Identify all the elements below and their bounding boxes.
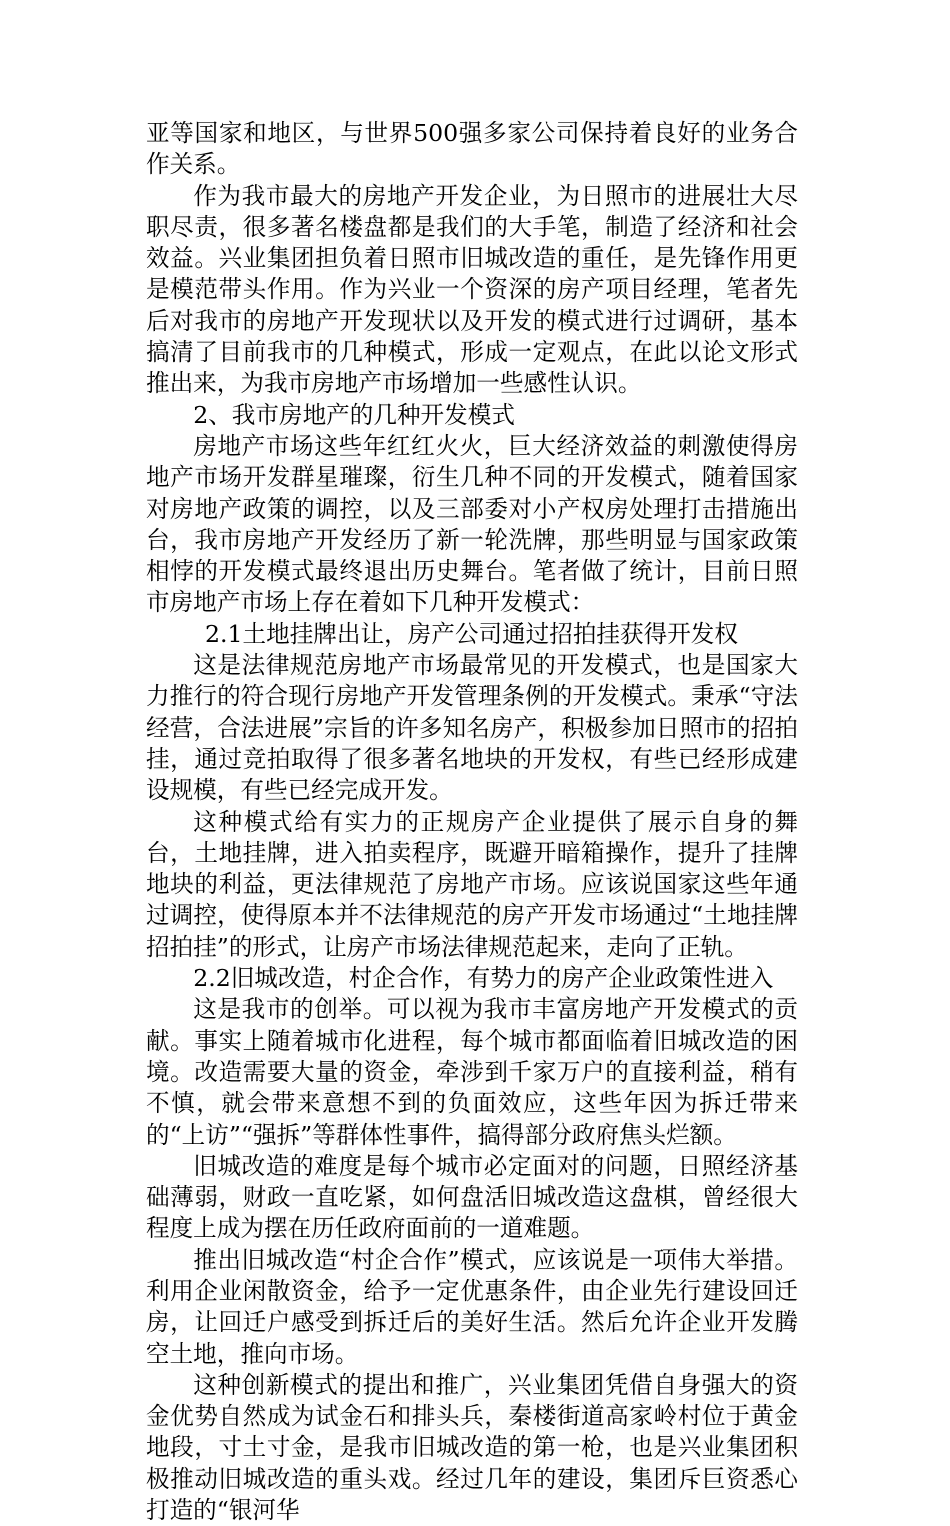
subsection-heading-2-2: 2.2旧城改造，村企合作，有势力的房产企业政策性进入	[193, 964, 774, 993]
paragraph-old-city-renewal: 这是我市的创举。可以视为我市丰富房地产开发模式的贡献。事实上随着城市化进程，每个城市都面临着旧城改造的困境。改造需要大量的资金，牵涉到千家万户的直接利益，稍有不慎，就会带来意想不到的负面效应，这些年因为拆迁带来的“上访”“强拆”等群体性事件，搞得部分政府焦头烂额。	[146, 995, 798, 1149]
paragraph-auction-benefits: 这种模式给有实力的正规房产企业提供了展示自身的舞台，土地挂牌，进入拍卖程序，既避开暗箱操作，提升了挂牌地块的利益，更法律规范了房地产市场。应该说国家这些年通过调控，使得原本并不法律规范的房产开发市场通过“土地挂牌招拍挂”的形式，让房产市场法律规范起来，走向了正轨。	[146, 807, 798, 961]
paragraph-company-role: 作为我市最大的房地产开发企业，为日照市的进展壮大尽职尽责，很多著名楼盘都是我们的大手笔，制造了经济和社会效益。兴业集团担负着日照市旧城改造的重任，是先锋作用更是模范带头作用。作为兴业一个资深的房产项目经理，笔者先后对我市的房地产开发现状以及开发的模式进行过调研，基本搞清了目前我市的几种模式，形成一定观点，在此以论文形式推出来，为我市房地产市场增加一些感性认识。	[146, 181, 798, 398]
subsection-heading-2-1: 2.1土地挂牌出让，房产公司通过招拍挂获得开发权	[205, 619, 738, 648]
paragraph-renewal-difficulty: 旧城改造的难度是每个城市必定面对的问题，日照经济基础薄弱，财政一直吃紧，如何盘活旧城改造这盘棋，曾经很大程度上成为摆在历任政府面前的一道难题。	[146, 1151, 798, 1243]
section-heading-development-modes: 2、我市房地产的几种开发模式	[193, 400, 515, 429]
paragraph-auction-mode: 这是法律规范房地产市场最常见的开发模式，也是国家大力推行的符合现行房地产开发管理条例的开发模式。秉承“守法经营，合法进展”宗旨的许多知名房产，积极参加日照市的招拍挂，通过竞拍取得了很多著名地块的开发权，有些已经形成建设规模，有些已经完成开发。	[146, 651, 798, 805]
paragraph-xingye-pilot: 这种创新模式的提出和推广，兴业集团凭借自身强大的资金优势自然成为试金石和排头兵，秦楼街道高家岭村位于黄金地段，寸土寸金，是我市旧城改造的第一枪，也是兴业集团积极推动旧城改造的重头戏。经过几年的建设，集团斥巨资悉心打造的“银河华	[146, 1370, 798, 1525]
paragraph-village-enterprise: 推出旧城改造“村企合作”模式，应该说是一项伟大举措。利用企业闲散资金，给予一定优惠条件，由企业先行建设回迁房，让回迁户感受到拆迁后的美好生活。然后允许企业开发腾空土地，推向市场。	[146, 1245, 798, 1368]
paragraph-continuation: 亚等国家和地区，与世界500强多家公司保持着良好的业务合作关系。	[146, 119, 798, 179]
document-page	[146, 118, 798, 1526]
paragraph-market-overview: 房地产市场这些年红红火火，巨大经济效益的刺激使得房地产市场开发群星璀璨，衍生几种不同的开发模式，随着国家对房地产政策的调控，以及三部委对小产权房处理打击措施出台，我市房地产开发经历了新一轮洗牌，那些明显与国家政策相悖的开发模式最终退出历史舞台。笔者做了统计，目前日照市房地产市场上存在着如下几种开发模式：	[146, 431, 798, 617]
